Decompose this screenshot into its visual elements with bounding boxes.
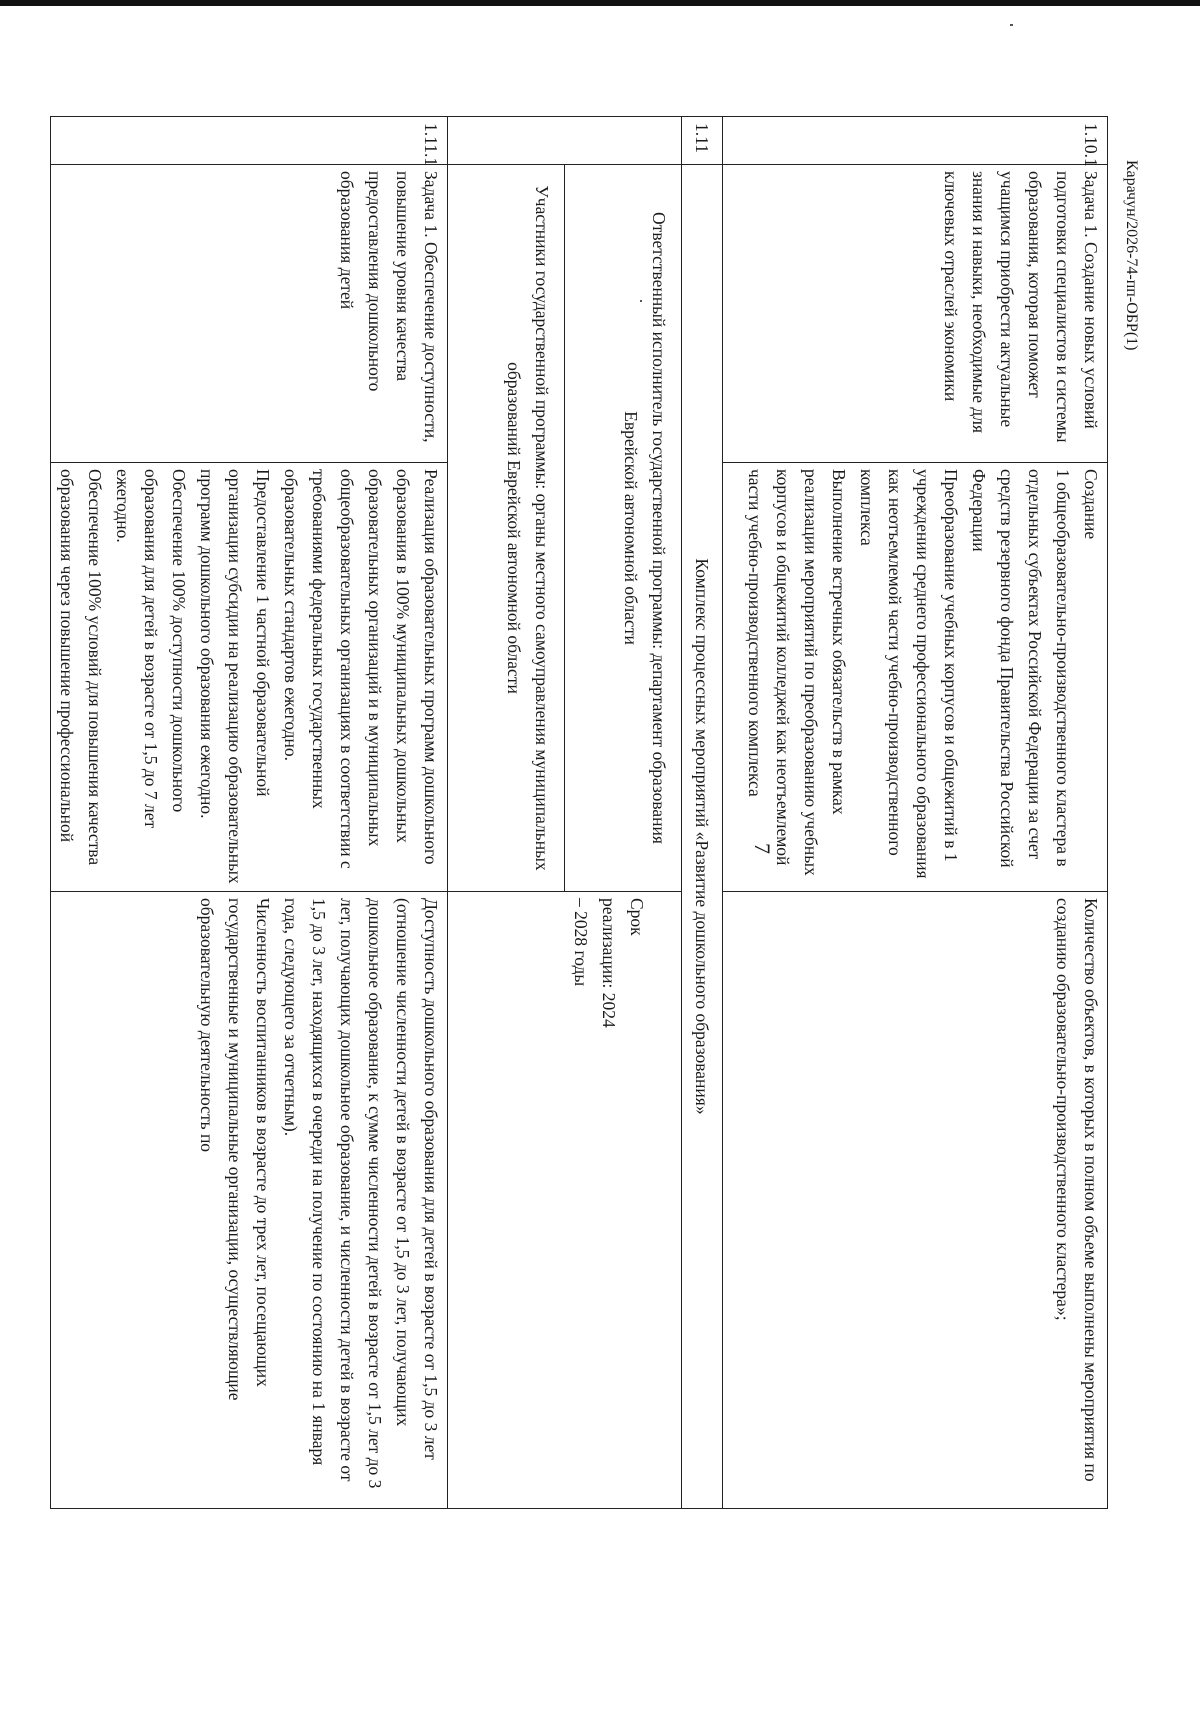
executor-participants-cell <box>448 165 682 892</box>
measures-cell <box>723 463 1108 892</box>
row-number: 1.11.1 <box>51 117 448 165</box>
measures-cell <box>51 463 448 892</box>
indicator-cell <box>51 892 448 1509</box>
scan-edge-line <box>0 0 1200 6</box>
measure-text: Предоставление 1 частной образовательной организации субсидии на реализацию образовательных программ дошкольного образования ежегодно. <box>197 469 273 884</box>
indicator-text: Доступность дошкольного образования для детей в возрасте от 1,5 до 3 лет (отношение численности детей в возрасте от 1,5 до 3 лет, получающих дошкольное образование, к сумме численности детей в возрасте от 1,5 лет до 3 лет, получающих дошкольное образование, и численности детей в возрасте от 1,5 до 3 лет, находящихся в очереди на получение по состоянию на 1 января года, следующего за отчетным). <box>281 898 441 1489</box>
row-number: 1.11 <box>682 117 723 165</box>
program-table <box>50 116 1108 1509</box>
task-cell: Задача 1. Создание новых условий подготовки специалистов и системы образования, которая поможет учащимся приобрести актуальные знания и навыки, необходимые для ключевых отраслей экономики <box>723 165 1108 463</box>
page-number: 7 <box>750 843 775 854</box>
document-code-text: Карачун/2026-74-пп-ОБР(1) <box>1123 160 1140 351</box>
table-row <box>723 117 1108 1509</box>
section-title: Комплекс процессных мероприятий «Развитие дошкольного образования» <box>682 165 723 1509</box>
program-participants: Участники государственной программы: органы местного самоуправления муниципальных образований Еврейской автономной области <box>504 185 552 871</box>
measure-text: 1 общеобразовательно-производственного кластера в отдельных субъектах Российской Федерации за счет средств резервного фонда Правительства Российской Федерации <box>969 469 1073 868</box>
indicator-cell: Количество объектов, в которых в полном объеме выполнены мероприятия по созданию образовательно-производственного кластера»; <box>723 892 1108 1509</box>
implementation-term: Срок реализации: 2024 – 2028 годы <box>571 898 647 1028</box>
measure-text: Выполнение встречных обязательств в рамках реализации мероприятий по преобразованию учебных корпусов и общежитий колледжей как неотъемлемой части учебно-производственного комплекса <box>745 469 849 876</box>
program-table-sheet <box>57 116 1108 1508</box>
scan-speck <box>1010 24 1013 26</box>
empty-cell <box>448 117 682 165</box>
measure-text: Обеспечение 100% условий для повышения качества образования через повышение профессиональной <box>57 469 105 866</box>
section-title-row <box>682 117 723 1509</box>
responsible-executor: Ответственный исполнитель государственной программы: департамент образования Еврейской автономной области <box>565 165 682 891</box>
measure-text: Создание <box>1081 469 1101 540</box>
measure-text: Реализация образовательных программ дошкольного образования в 100% муниципальных дошкольных образовательных организаций и в муниципальных общеобразовательных организациях в соответствии с требованиями федеральных государственных образовательных стандартов ежегодно. <box>281 469 441 869</box>
task-cell: Задача 1. Обеспечение доступности, повышение уровня качества предоставления дошкольного образования детей <box>51 165 448 463</box>
indicator-text: Численность воспитанников в возрасте до трех лет, посещающих государственные и муниципальные организации, осуществляющие образовательную деятельность по <box>197 898 273 1401</box>
measure-text: Обеспечение 100% доступности дошкольного образования для детей в возрасте от 1,5 до 7 лет ежегодно. <box>113 469 189 829</box>
executor-table <box>448 165 681 891</box>
row-number: 1.10.1 <box>723 117 1108 165</box>
document-code <box>1120 160 1140 351</box>
measure-text: Преобразование учебных корпусов и общежитий в 1 учреждении среднего профессионального образования как неотъемлемой части учебно-производственного комплекса <box>857 469 961 879</box>
term-cell <box>448 892 682 1509</box>
table-row <box>448 117 682 1509</box>
table-row <box>51 117 448 1509</box>
